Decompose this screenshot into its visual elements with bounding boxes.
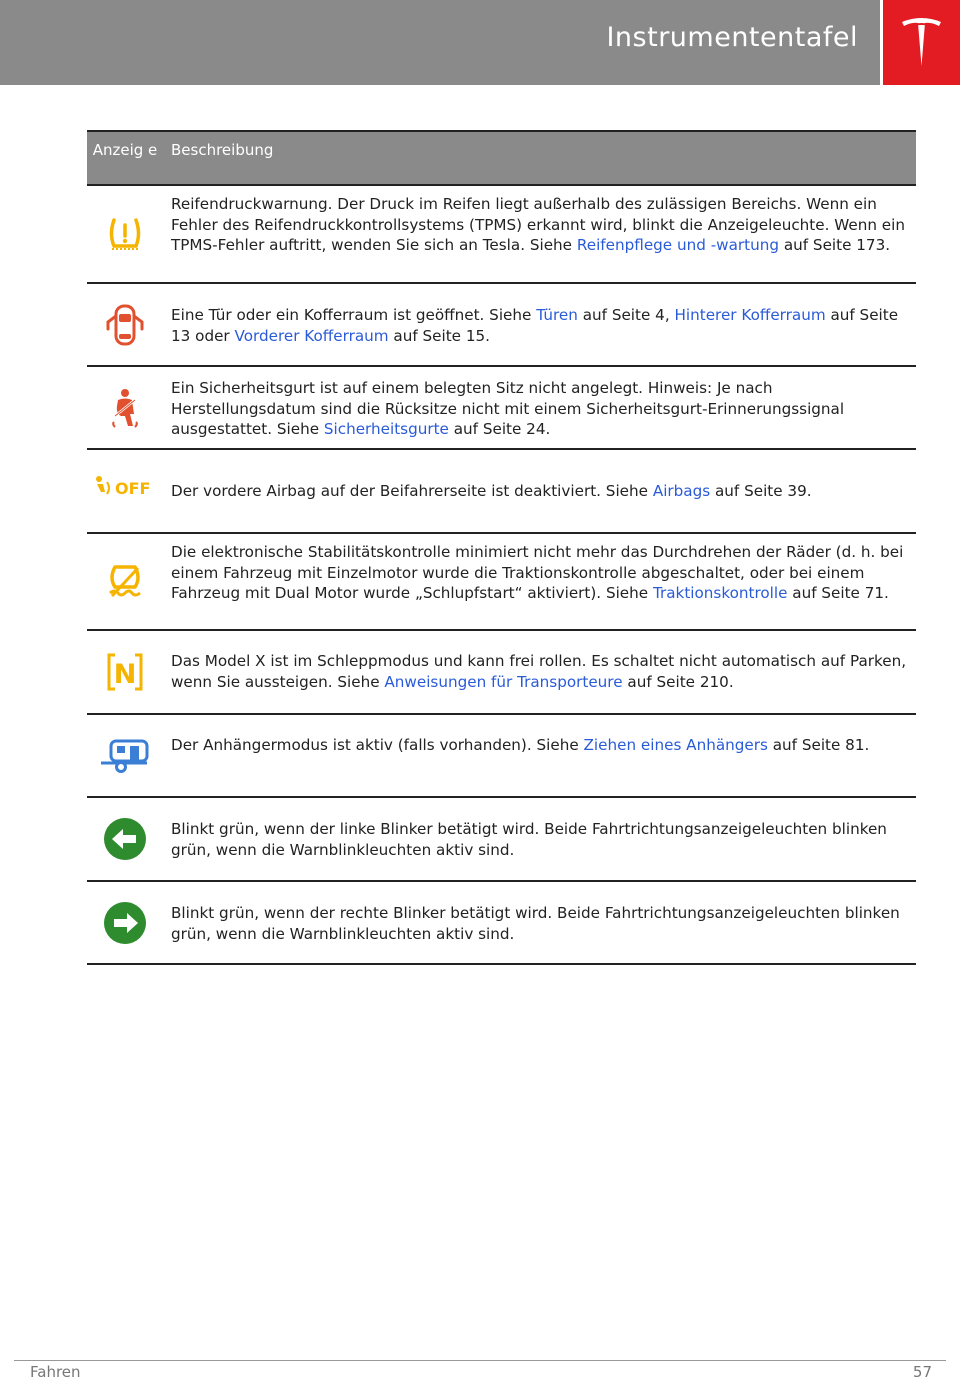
description-text: Ein Sicherheitsgurt ist auf einem belegten Sitz nicht angelegt. Hinweis: Je nach Herstellungsdatum sind die Rücksitze nicht mit einem Sicherheitsgurt-Erinnerungssignal ausgestattet. Siehe xyxy=(171,379,845,438)
description-tail: auf Seite 24. xyxy=(448,420,551,438)
description-text: Eine Tür oder ein Kofferraum ist geöffnet. Siehe xyxy=(171,306,537,324)
description-tail: auf Seite 15. xyxy=(388,326,490,345)
row-description xyxy=(171,651,912,692)
link-sicherheitsgurte[interactable]: Sicherheitsgurte xyxy=(323,420,449,438)
table-row xyxy=(87,631,916,715)
table-row xyxy=(87,367,916,450)
footer-page-number: 57 xyxy=(912,1363,932,1381)
row-description xyxy=(171,194,912,256)
table-row xyxy=(87,284,916,367)
row-description xyxy=(171,735,912,756)
tesla-logo xyxy=(883,0,960,85)
trailer-icon xyxy=(87,715,163,796)
description-text: Blinkt grün, wenn der rechte Blinker betätigt wird. Beide Fahrtrichtungsanzeigeleuchten blinken grün, wenn die Warnblinkleuchten aktiv sind. xyxy=(171,904,900,943)
airbag-off-icon xyxy=(87,450,163,532)
door-open-icon xyxy=(87,284,163,365)
page-header xyxy=(0,0,880,85)
row-description xyxy=(171,305,912,346)
link-traktionskontrolle[interactable]: Traktionskontrolle xyxy=(652,584,788,602)
description-tail: auf Seite 71. xyxy=(787,584,889,602)
row-description xyxy=(171,481,912,502)
table-row xyxy=(87,450,916,534)
svg-text:OFF: OFF xyxy=(115,479,151,498)
svg-text:N: N xyxy=(113,659,137,690)
description-text: Der vordere Airbag auf der Beifahrerseite ist deaktiviert. Siehe xyxy=(171,482,653,500)
column-header-icon: Anzeig e xyxy=(92,141,158,159)
description-tail: auf Seite 210. xyxy=(622,672,734,691)
table-header xyxy=(87,130,916,186)
table-row xyxy=(87,882,916,965)
tow-mode-icon xyxy=(87,631,163,713)
link-hinterer-kofferraum[interactable]: Hinterer Kofferraum xyxy=(674,306,826,324)
description-text: Der Anhängermodus ist aktiv (falls vorhanden). Siehe xyxy=(171,736,584,754)
turn-left-icon xyxy=(87,798,163,880)
row-description xyxy=(171,542,912,604)
link-tueren[interactable]: Türen xyxy=(536,306,578,324)
description-text: Blinkt grün, wenn der linke Blinker betätigt wird. Beide Fahrtrichtungsanzeigeleuchten blinken grün, wenn die Warnblinkleuchten aktiv sind. xyxy=(171,820,887,859)
description-tail: auf Seite 4, xyxy=(577,306,675,324)
description-text: Das Model X ist im Schleppmodus und kann frei rollen. Es schaltet nicht automatisch auf Parken, wenn Sie aussteigen. Siehe xyxy=(171,652,907,691)
footer-divider xyxy=(14,1360,946,1361)
tesla-logo-icon xyxy=(900,16,943,68)
turn-right-icon xyxy=(87,882,163,963)
table-row xyxy=(87,534,916,631)
footer-section: Fahren xyxy=(30,1363,81,1381)
description-tail: auf Seite 39. xyxy=(710,482,812,500)
description-text: Die elektronische Stabilitätskontrolle minimiert nicht mehr das Durchdrehen der Räder (d. h. bei einem Fahrzeug mit Einzelmotor wurde die Traktionskontrolle abgeschaltet, oder bei einem Fahrzeug mit Dual Motor wurde „Schlupfstart“ aktiviert). Siehe xyxy=(171,543,904,602)
column-header-description: Beschreibung xyxy=(171,141,274,159)
description-tail: auf Seite 173. xyxy=(779,236,891,254)
tire-pressure-warning-icon xyxy=(87,186,163,282)
link-vorderer-kofferraum[interactable]: Vorderer Kofferraum xyxy=(234,326,389,345)
indicator-table xyxy=(87,130,916,965)
row-description xyxy=(171,378,912,440)
seatbelt-icon xyxy=(87,367,163,448)
link-anweisungen-transporteure[interactable]: Anweisungen für Transporteure xyxy=(384,672,623,691)
table-row xyxy=(87,798,916,882)
description-tail: auf Seite 13 oder xyxy=(171,306,899,345)
traction-control-icon xyxy=(87,534,163,629)
page-title: Instrumententafel xyxy=(606,22,858,53)
table-row xyxy=(87,186,916,284)
description-tail: auf Seite 81. xyxy=(767,736,870,754)
table-row xyxy=(87,715,916,798)
description-text: Reifendruckwarnung. Der Druck im Reifen liegt außerhalb des zulässigen Bereichs. Wenn ein Fehler des Reifendruckkontrollsystems (TPMS) erkannt wird, blinkt die Anzeigeleuchte. Wenn ein TPMS-Fehler auftritt, wenden Sie sich an Tesla. Siehe xyxy=(171,195,905,254)
row-description xyxy=(171,903,912,944)
row-description xyxy=(171,819,912,860)
link-ziehen-anhaenger[interactable]: Ziehen eines Anhängers xyxy=(583,736,768,754)
link-reifenpflege[interactable]: Reifenpflege und -wartung xyxy=(576,236,779,254)
link-airbags[interactable]: Airbags xyxy=(652,482,711,500)
